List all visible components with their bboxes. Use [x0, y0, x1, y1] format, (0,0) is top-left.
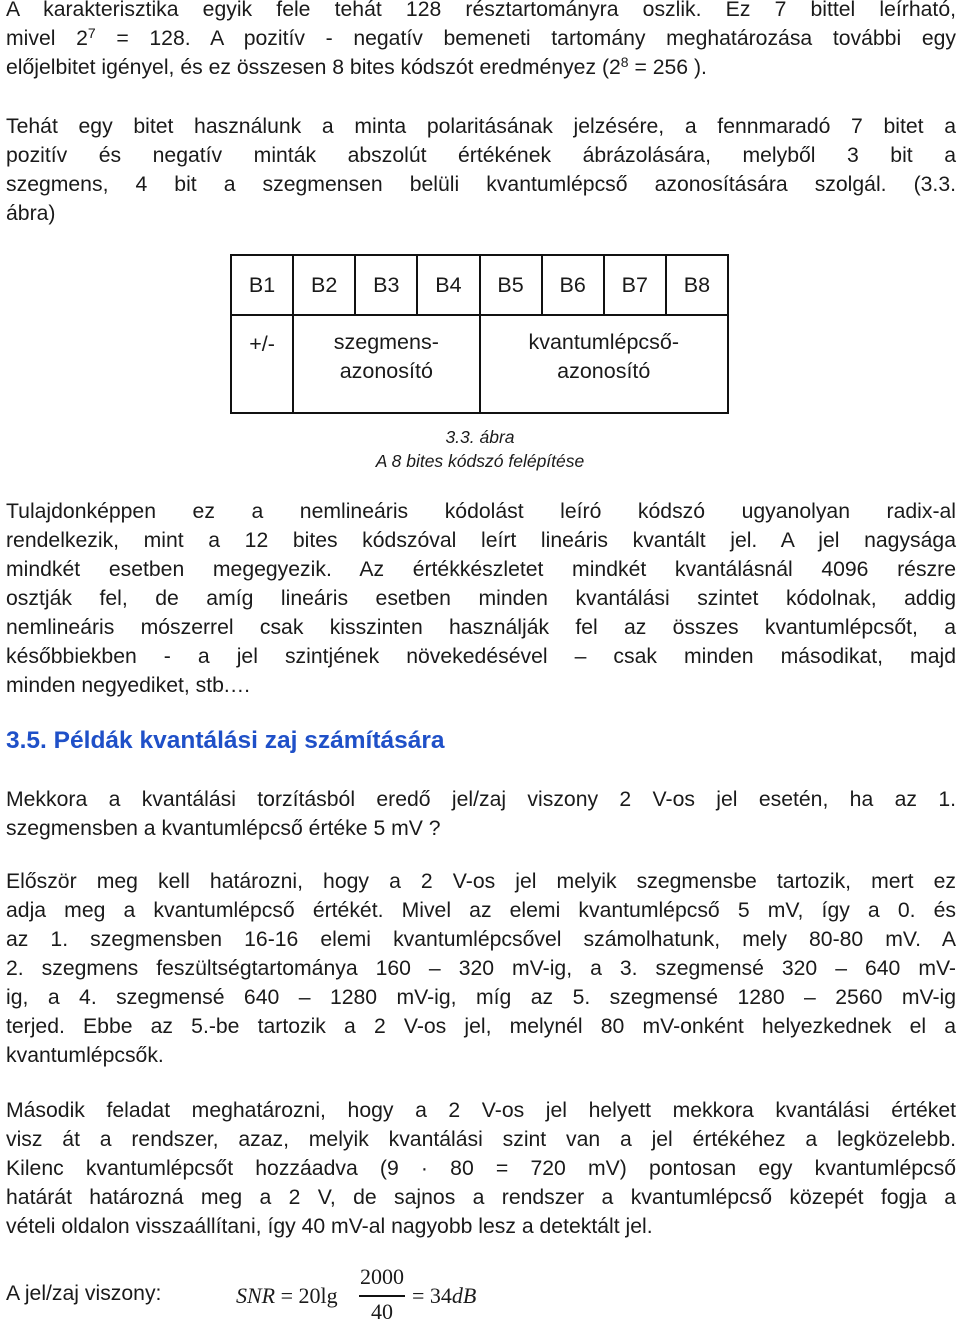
paragraph-line: Kilenc kvantumlépcsőt hozzáadva (9 · 80 = 720 mV) pontosan egy kvantumlépcső [6, 1157, 956, 1180]
formula-result: = 34dB [412, 1283, 477, 1308]
question-paragraph [6, 785, 956, 843]
paragraph-line: minden negyediket, stb.… [6, 674, 251, 697]
paragraph-line: kvantumlépcsők. [6, 1044, 164, 1067]
paragraph-line: Először meg kell határozni, hogy a 2 V-os jel melyik szegmensbe tartozik, mert ez [6, 870, 956, 893]
bit-row [231, 255, 728, 315]
intro-paragraph [6, 0, 956, 82]
paragraph-line: szegmensben a kvantumlépcső értéke 5 mV ? [6, 817, 441, 840]
segment-paragraph [6, 867, 956, 1070]
figure-caption: A 8 bites kódszó felépítése [375, 451, 585, 471]
formula-lhs: SNR = 20lg [236, 1283, 338, 1308]
paragraph-line: ábra) [6, 202, 56, 225]
paragraph-line: az 1. szegmensben 16-16 elemi kvantumlépcsővel számolhatunk, mely 80-80 mV. A [6, 928, 956, 951]
intro-line-1: A karakterisztika egyik fele tehát 128 résztartományra oszlik. Ez 7 bittel leírható, [6, 0, 956, 21]
formula-label: A jel/zaj viszony: [6, 1282, 162, 1305]
fraction-numerator: 2000 [360, 1264, 404, 1289]
paragraph-line: osztják fel, de amíg lineáris esetben minden kvantálási szintet kódolnak, addig [6, 587, 956, 610]
bit-cell: B4 [417, 255, 479, 315]
polarity-paragraph [6, 112, 956, 228]
paragraph-line: pozitív és negatív minták abszolút értékének ábrázolására, melyből 3 bit a [6, 144, 956, 167]
paragraph-line: 2. szegmens feszültségtartománya 160 – 320 mV-ig, a 3. szegmensé 320 – 640 mV- [6, 957, 956, 980]
fraction-bar [359, 1295, 405, 1297]
paragraph-line: határát határozná meg a 2 V, de sajnos a rendszer a kvantumlépcső közepét fogja a [6, 1186, 956, 1209]
paragraph-line: nemlineáris mószerrel csak kisszinten használják fel az összes kvantumlépcsőt, a [6, 616, 956, 639]
paragraph-line: szegmens, 4 bit a szegmensen belüli kvantumlépcső azonosítására szolgál. (3.3. [6, 173, 956, 196]
radix-paragraph [6, 497, 956, 700]
section-heading: 3.5. Példák kvantálási zaj számítására [6, 727, 445, 754]
intro-line-2: mivel $2^7 = 128$. A pozitív - negatív bemeneti tartomány meghatározása további egy [6, 25, 956, 50]
bit-cell: B7 [604, 255, 666, 315]
sign-field-cell: +/- [231, 315, 293, 413]
bit-cell: B6 [542, 255, 604, 315]
quantization-paragraph [6, 1096, 956, 1241]
paragraph-line: terjed. Ebbe az 5.-be tartozik a 2 V-os jel, melynél 80 mV-onként helyezkednek el a [6, 1015, 956, 1038]
bit-cell: B3 [355, 255, 417, 315]
paragraph-line: rendelkezik, mint a 12 bites kódszóval leírt lineáris kvantált jel. A jel nagysága [6, 529, 956, 552]
paragraph-line: Tehát egy bitet használunk a minta polaritásának jelzésére, a fennmaradó 7 bitet a [6, 115, 956, 138]
intro-line-3: előjelbitet igényel, és ez összesen 8 bites kódszót eredményez ($2^8 = 256$ ). [6, 54, 707, 79]
fraction-denominator: 40 [371, 1299, 393, 1324]
codeword-table [230, 254, 729, 414]
bit-cell: B5 [480, 255, 542, 315]
step-field-cell: kvantumlépcső- azonosító [480, 315, 729, 413]
field-row [231, 315, 728, 413]
paragraph-line: Második feladat meghatározni, hogy a 2 V-os jel helyett mekkora kvantálási értéket [6, 1099, 956, 1122]
figure-number: 3.3. ábra [445, 427, 515, 447]
paragraph-line: ig, a 4. szegmensé 640 – 1280 mV-ig, míg az 5. szegmensé 1280 – 2560 mV-ig [6, 986, 956, 1009]
bit-cell: B1 [231, 255, 293, 315]
paragraph-line: vételi oldalon visszaállítani, így 40 mV-al nagyobb lesz a detektált jel. [6, 1215, 653, 1238]
paragraph-line: visz át a rendszer, azaz, melyik kvantálási szint van a jel értékéhez a legközelebb. [6, 1128, 956, 1151]
bit-cell: B8 [666, 255, 728, 315]
paragraph-line: mindkét esetben megegyezik. Az értékkészletet mindkét kvantálásnál 4096 részre [6, 558, 956, 581]
paragraph-line: adja meg a kvantumlépcső értékét. Mivel az elemi kvantumlépcső 5 mV, így a 0. és [6, 899, 956, 922]
paragraph-line: Mekkora a kvantálási torzításból eredő jel/zaj viszony 2 V-os jel esetén, ha az 1. [6, 788, 956, 811]
segment-field-cell: szegmens- azonosító [293, 315, 479, 413]
paragraph-line: Tulajdonképpen ez a nemlineáris kódolást leíró kódszó ugyanolyan radix-al [6, 500, 956, 523]
paragraph-line: későbbiekben - a jel szintjének növekedésével – csak minden másodikat, majd [6, 645, 956, 668]
bit-cell: B2 [293, 255, 355, 315]
